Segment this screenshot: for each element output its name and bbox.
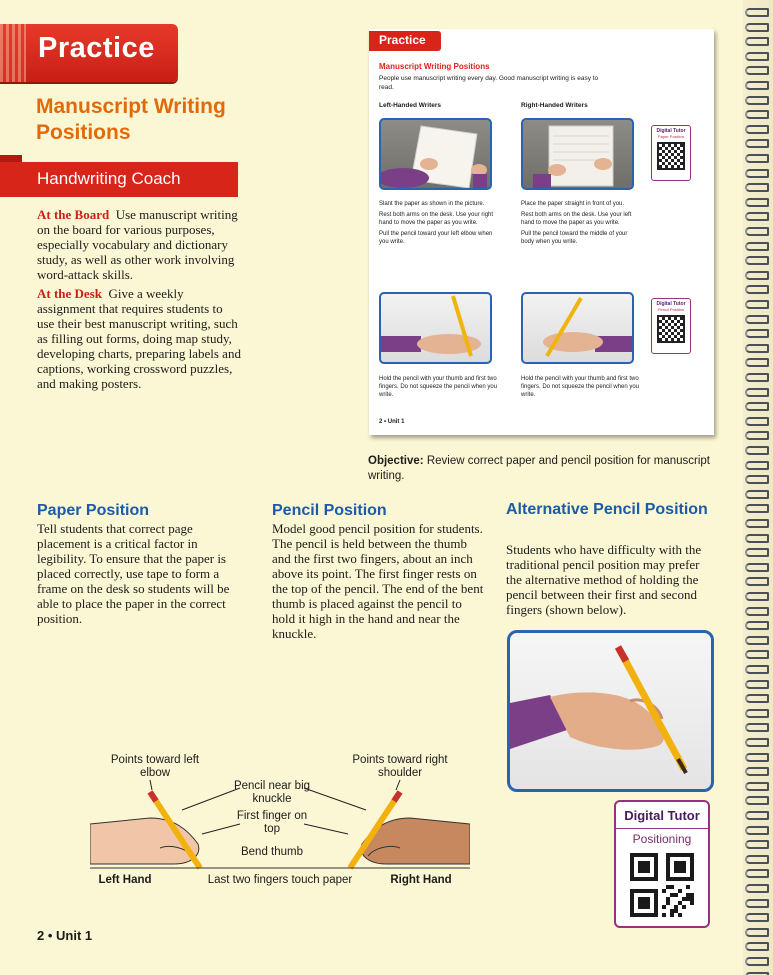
digital-tutor-title: Digital Tutor bbox=[624, 808, 700, 823]
right-pencil-photo bbox=[521, 292, 634, 364]
alternative-grip-illustration bbox=[510, 633, 714, 792]
spiral-coil bbox=[745, 402, 769, 411]
spiral-coil bbox=[745, 446, 769, 455]
points-right-shoulder-label: Points toward right shoulder bbox=[352, 754, 448, 779]
spiral-coil bbox=[745, 826, 769, 835]
spiral-coil bbox=[745, 928, 769, 937]
qr-finder bbox=[638, 861, 650, 873]
spiral-coil bbox=[745, 358, 769, 367]
qr-module bbox=[670, 913, 674, 917]
spiral-coil bbox=[745, 198, 769, 207]
spiral-coil bbox=[745, 855, 769, 864]
spiral-coil bbox=[745, 125, 769, 134]
spiral-coil bbox=[745, 329, 769, 338]
inset-practice-banner bbox=[369, 31, 441, 51]
inset-left-head: Left-Handed Writers bbox=[379, 102, 441, 109]
first-finger-label: First finger on top bbox=[236, 810, 308, 835]
spiral-coil bbox=[745, 37, 769, 46]
qr-finder bbox=[638, 897, 650, 909]
spiral-coil bbox=[745, 957, 769, 966]
inset-practice-label: Practice bbox=[379, 33, 426, 47]
inset-right-text-2: Rest both arms on the desk. Use your left hand to move the paper as you write. bbox=[521, 212, 632, 226]
qr-code-icon bbox=[630, 853, 694, 917]
spiral-coil bbox=[745, 840, 769, 849]
spiral-coil bbox=[745, 344, 769, 353]
inset-title: Manuscript Writing Positions bbox=[379, 62, 490, 71]
inset-right-text bbox=[521, 200, 641, 249]
qr-module bbox=[682, 905, 686, 909]
spiral-coil bbox=[745, 300, 769, 309]
spiral-coil bbox=[745, 621, 769, 630]
qr-module bbox=[666, 901, 670, 905]
spiral-coil bbox=[745, 431, 769, 440]
spiral-coil bbox=[745, 723, 769, 732]
spiral-coil bbox=[745, 738, 769, 747]
coach-body bbox=[37, 207, 242, 395]
spiral-coil bbox=[745, 490, 769, 499]
objective-text: Review correct paper and pencil position for manuscript writing. bbox=[368, 455, 710, 482]
coach-text-desk: Give a weekly assignment that requires students to use their best manuscript writing, such as filling out forms, doing map study, developing charts, preparing labels and captions, working crossword puzzles, and making posters. bbox=[37, 286, 241, 391]
qr-module bbox=[662, 913, 666, 917]
spiral-coil bbox=[745, 548, 769, 557]
digital-tutor-subtitle: Positioning bbox=[632, 832, 692, 846]
spiral-coil bbox=[745, 665, 769, 674]
spiral-coil bbox=[745, 139, 769, 148]
spiral-coil bbox=[745, 942, 769, 951]
pencil-position-heading: Pencil Position bbox=[272, 502, 387, 519]
spiral-coil bbox=[745, 461, 769, 470]
inset-right-text-1: Place the paper straight in front of you. bbox=[521, 201, 625, 207]
spiral-coil bbox=[745, 271, 769, 280]
right-pencil-illustration bbox=[523, 294, 634, 364]
spiral-coil bbox=[745, 169, 769, 178]
qr-module bbox=[678, 889, 682, 893]
inset-left-text bbox=[379, 200, 499, 249]
spiral-coil bbox=[745, 183, 769, 192]
spiral-coil bbox=[745, 680, 769, 689]
page-footer: 2 • Unit 1 bbox=[37, 928, 93, 943]
bend-thumb-label: Bend thumb bbox=[240, 846, 303, 858]
qr-finder bbox=[674, 861, 686, 873]
qr-module bbox=[674, 893, 678, 897]
coach-lead-board: At the Board bbox=[37, 207, 110, 222]
spiral-coil bbox=[745, 709, 769, 718]
spiral-coil bbox=[745, 315, 769, 324]
spiral-coil bbox=[745, 534, 769, 543]
right-paper-photo bbox=[521, 118, 634, 190]
coach-text-board: Use manuscript writing on the board for various purposes, especially vocabulary and dictionary study, as well as other work involving word-attack skills. bbox=[37, 207, 238, 282]
inset-left-text-1: Slant the paper as shown in the picture. bbox=[379, 201, 485, 207]
spiral-coil bbox=[745, 504, 769, 513]
left-paper-illustration bbox=[381, 120, 492, 190]
inset-tutor-pencil-sub: Pencil Position bbox=[657, 307, 685, 312]
spiral-coil bbox=[745, 96, 769, 105]
left-pencil-illustration bbox=[381, 294, 492, 364]
inset-tutor-pencil[interactable] bbox=[651, 298, 691, 354]
alt-pencil-position-body: Students who have difficulty with the traditional pencil position may prefer the alternative method of holding the pencil between their first and second fingers (shown below). bbox=[506, 542, 702, 617]
pencil-near-knuckle-label: Pencil near big knuckle bbox=[233, 780, 311, 805]
tutor-divider bbox=[616, 828, 708, 829]
digital-tutor-card[interactable] bbox=[614, 800, 710, 928]
spiral-coil bbox=[745, 212, 769, 221]
inset-tutor-paper-sub: Paper Position bbox=[657, 134, 684, 139]
pencil-position-body: Model good pencil position for students. The pencil is held between the thumb and the first two fingers, about an inch above its point. The first finger rests on the top of the pencil. The end of the bent thumb is placed against the pencil to hold it high in the hand and near the knuckle. bbox=[272, 521, 484, 641]
qr-code-icon bbox=[657, 315, 685, 343]
qr-module bbox=[670, 885, 674, 889]
practice-banner-label: Practice bbox=[38, 32, 155, 64]
spiral-coil bbox=[745, 650, 769, 659]
coach-bar-tab bbox=[0, 155, 22, 162]
spiral-coil bbox=[745, 8, 769, 17]
spiral-coil bbox=[745, 577, 769, 586]
spiral-coil bbox=[745, 110, 769, 119]
spiral-binding bbox=[743, 0, 773, 975]
points-left-elbow-label: Points toward left elbow bbox=[110, 754, 200, 779]
objective-label: Objective: bbox=[368, 455, 424, 467]
inset-right-head: Right-Handed Writers bbox=[521, 102, 588, 109]
spiral-coil bbox=[745, 242, 769, 251]
pencil-grip-diagram bbox=[90, 752, 470, 892]
spiral-coil bbox=[745, 869, 769, 878]
coach-lead-desk: At the Desk bbox=[37, 286, 102, 301]
spiral-coil bbox=[745, 52, 769, 61]
objective bbox=[368, 454, 713, 484]
left-hand-label: Left Hand bbox=[98, 874, 152, 886]
alternative-pencil-photo bbox=[507, 630, 714, 792]
coach-paragraph-desk bbox=[37, 286, 242, 391]
spiral-coil bbox=[745, 796, 769, 805]
right-hand-label: Right Hand bbox=[390, 874, 452, 886]
spiral-coil bbox=[745, 81, 769, 90]
inset-left-text-3: Pull the pencil toward your left elbow when you write. bbox=[379, 231, 493, 245]
coach-paragraph-board bbox=[37, 207, 242, 282]
inset-left-text-2: Rest both arms on the desk. Use your right hand to move the paper as you write. bbox=[379, 212, 494, 226]
inset-hold-left: Hold the pencil with your thumb and first two fingers. Do not squeeze the pencil when you write. bbox=[379, 376, 498, 398]
qr-code-icon bbox=[657, 142, 685, 170]
spiral-coil bbox=[745, 388, 769, 397]
spiral-coil bbox=[745, 592, 769, 601]
paper-position-heading: Paper Position bbox=[37, 502, 150, 519]
inset-footer: 2 • Unit 1 bbox=[379, 419, 405, 425]
spiral-coil bbox=[745, 811, 769, 820]
spiral-coil bbox=[745, 563, 769, 572]
inset-tutor-paper[interactable] bbox=[651, 125, 691, 181]
spiral-coil bbox=[745, 694, 769, 703]
spiral-coil bbox=[745, 884, 769, 893]
right-paper-illustration bbox=[523, 120, 634, 190]
inset-hold-right: Hold the pencil with your thumb and first two fingers. Do not squeeze the pencil when you write. bbox=[521, 376, 640, 398]
spiral-coil bbox=[745, 519, 769, 528]
spiral-coil bbox=[745, 227, 769, 236]
qr-module bbox=[690, 901, 694, 905]
spiral-coil bbox=[745, 475, 769, 484]
alt-pencil-position-heading: Alternative Pencil Position bbox=[506, 501, 708, 518]
inset-tutor-pencil-title: Digital Tutor bbox=[656, 301, 686, 307]
spiral-coil bbox=[745, 913, 769, 922]
student-page-inset bbox=[369, 29, 714, 435]
inset-right-text-3: Pull the pencil toward the middle of your body when you write. bbox=[521, 231, 628, 245]
spiral-coil bbox=[745, 753, 769, 762]
last-two-fingers-label: Last two fingers touch paper bbox=[207, 874, 353, 886]
spiral-coil bbox=[745, 782, 769, 791]
qr-module bbox=[678, 913, 682, 917]
spiral-coil bbox=[745, 607, 769, 616]
spiral-coil bbox=[745, 972, 769, 975]
left-pencil-photo bbox=[379, 292, 492, 364]
spiral-coil bbox=[745, 285, 769, 294]
spiral-coil bbox=[745, 256, 769, 265]
inset-intro: People use manuscript writing every day. Good manuscript writing is easy to read. bbox=[379, 75, 599, 91]
page-title: Manuscript Writing Positions bbox=[36, 95, 226, 144]
inset-tutor-paper-title: Digital Tutor bbox=[656, 128, 686, 134]
spiral-coil bbox=[745, 66, 769, 75]
spiral-coil bbox=[745, 373, 769, 382]
handwriting-coach-label: Handwriting Coach bbox=[37, 169, 181, 188]
spiral-coil bbox=[745, 154, 769, 163]
banner-stripe bbox=[0, 24, 26, 82]
left-paper-photo bbox=[379, 118, 492, 190]
spiral-coil bbox=[745, 767, 769, 776]
spiral-coil bbox=[745, 636, 769, 645]
spiral-coil bbox=[745, 23, 769, 32]
qr-module bbox=[662, 889, 666, 893]
qr-module bbox=[662, 905, 666, 909]
qr-module bbox=[686, 885, 690, 889]
paper-position-body: Tell students that correct page placement is a critical factor in legibility. To ensure that the paper is placed correctly, use tape to form a frame on the desk so students will be able to place the paper in the correct position. bbox=[37, 521, 230, 626]
spiral-coil bbox=[745, 417, 769, 426]
spiral-coil bbox=[745, 899, 769, 908]
practice-banner bbox=[0, 24, 178, 82]
